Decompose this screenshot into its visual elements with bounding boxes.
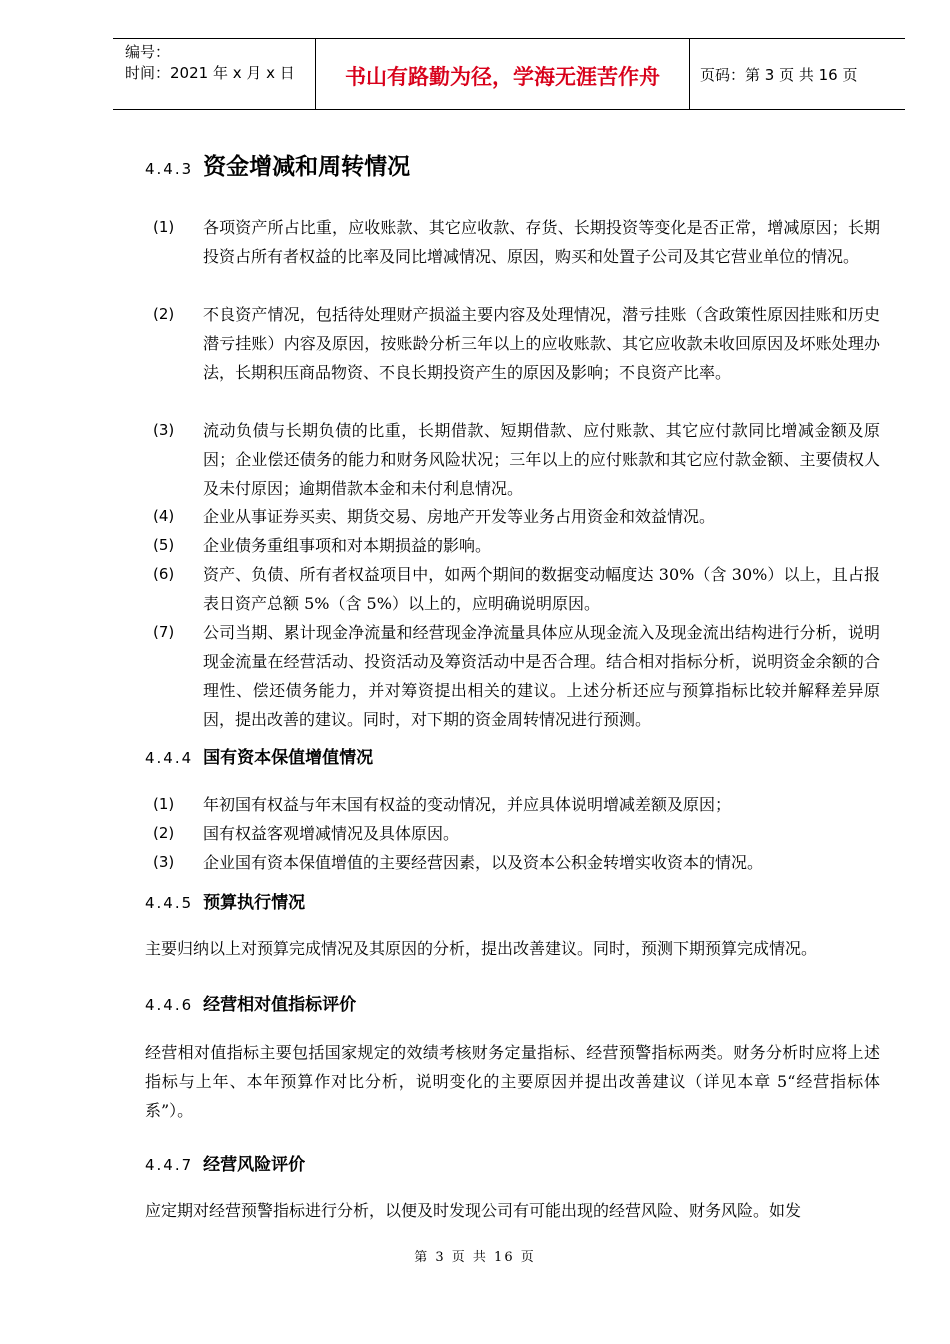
header-page-number: 页码：第 3 页 共 16 页 <box>700 65 858 84</box>
paragraph: 应定期对经营预警指标进行分析，以便及时发现公司有可能出现的经营风险、财务风险。如发 <box>145 1201 802 1220</box>
section-heading-4-4-7 <box>145 1150 305 1175</box>
section-number: 4.4.3 <box>145 160 194 178</box>
header-motto: 书山有路勤为径，学海无涯苦作舟 <box>316 39 690 109</box>
list-item: (2) 不良资产情况，包括待处理财产损溢主要内容及处理情况，潜亏挂账（含政策性原因挂账和历史潜亏挂账）内容及原因，按账龄分析三年以上的应收账款、其它应收款未收回原因及坏账处理办法，长期积压商品物资、不良长期投资产生的原因及影响；不良资产比率。 <box>153 305 880 382</box>
list-item: (5) 企业债务重组事项和对本期损益的影响。 <box>153 536 492 555</box>
paragraph: 主要归纳以上对预算完成情况及其原因的分析，提出改善建议。同时，预测下期预算完成情况。 <box>145 939 818 958</box>
section-number: 4.4.5 <box>145 894 194 912</box>
section-heading-4-4-3 <box>145 148 410 181</box>
section-number: 4.4.4 <box>145 749 194 767</box>
page-header <box>113 38 905 110</box>
list-item: (3) 流动负债与长期负债的比重，长期借款、短期借款、应付账款、其它应付款同比增减金额及原因；企业偿还债务的能力和财务风险状况；三年以上的应付账款和其它应付款金额、主要债权人及未付原因；逾期借款本金和未付利息情况。 <box>153 421 880 498</box>
section-heading-4-4-5 <box>145 888 305 913</box>
list-item: (1) 各项资产所占比重，应收账款、其它应收款、存货、长期投资等变化是否正常，增减原因；长期投资占所有者权益的比率及同比增减情况、原因，购买和处置子公司及其它营业单位的情况。 <box>153 218 880 266</box>
list-item: (4) 企业从事证券买卖、期货交易、房地产开发等业务占用资金和效益情况。 <box>153 507 716 526</box>
section-title: 经营相对值指标评价 <box>203 995 357 1015</box>
section-number: 4.4.7 <box>145 1156 194 1174</box>
section-title: 经营风险评价 <box>203 1155 306 1175</box>
list-item: (7) 公司当期、累计现金净流量和经营现金净流量具体应从现金流入及现金流出结构进行分析，说明现金流量在经营活动、投资活动及筹资活动中是否合理。结合相对指标分析，说明资金余额的合理性、偿还债务能力，并对筹资提出相关的建议。上述分析还应与预算指标比较并解释差异原因，提出改善的建议。同时，对下期的资金周转情况进行预测。 <box>153 623 880 729</box>
section-number: 4.4.6 <box>145 996 194 1014</box>
list-item: (2) 国有权益客观增减情况及具体原因。 <box>153 824 460 843</box>
list-item: (1) 年初国有权益与年末国有权益的变动情况，并应具体说明增减差额及原因； <box>153 795 732 814</box>
header-time: 时间：2021 年 x 月 x 日 <box>125 64 295 82</box>
paragraph: 经营相对值指标主要包括国家规定的效绩考核财务定量指标、经营预警指标两类。财务分析时应将上述指标与上年、本年预算作对比分析，说明变化的主要原因并提出改善建议（详见本章 5“经营指标体系”）。 <box>145 1043 880 1120</box>
section-title: 预算执行情况 <box>203 893 306 913</box>
header-number: 编号： <box>125 43 171 61</box>
page-footer: 第 3 页 共 16 页 <box>414 1250 536 1265</box>
section-heading-4-4-4 <box>145 743 373 768</box>
section-heading-4-4-6 <box>145 990 356 1015</box>
header-meta <box>113 39 316 109</box>
list-item: (6) 资产、负债、所有者权益项目中，如两个期间的数据变动幅度达 30%（含 30%）以上，且占报表日资产总额 5%（含 5%）以上的，应明确说明原因。 <box>153 565 880 613</box>
section-title: 资金增减和周转情况 <box>203 154 411 180</box>
list-item: (3) 企业国有资本保值增值的主要经营因素，以及资本公积金转增实收资本的情况。 <box>153 853 764 872</box>
section-title: 国有资本保值增值情况 <box>203 748 374 768</box>
